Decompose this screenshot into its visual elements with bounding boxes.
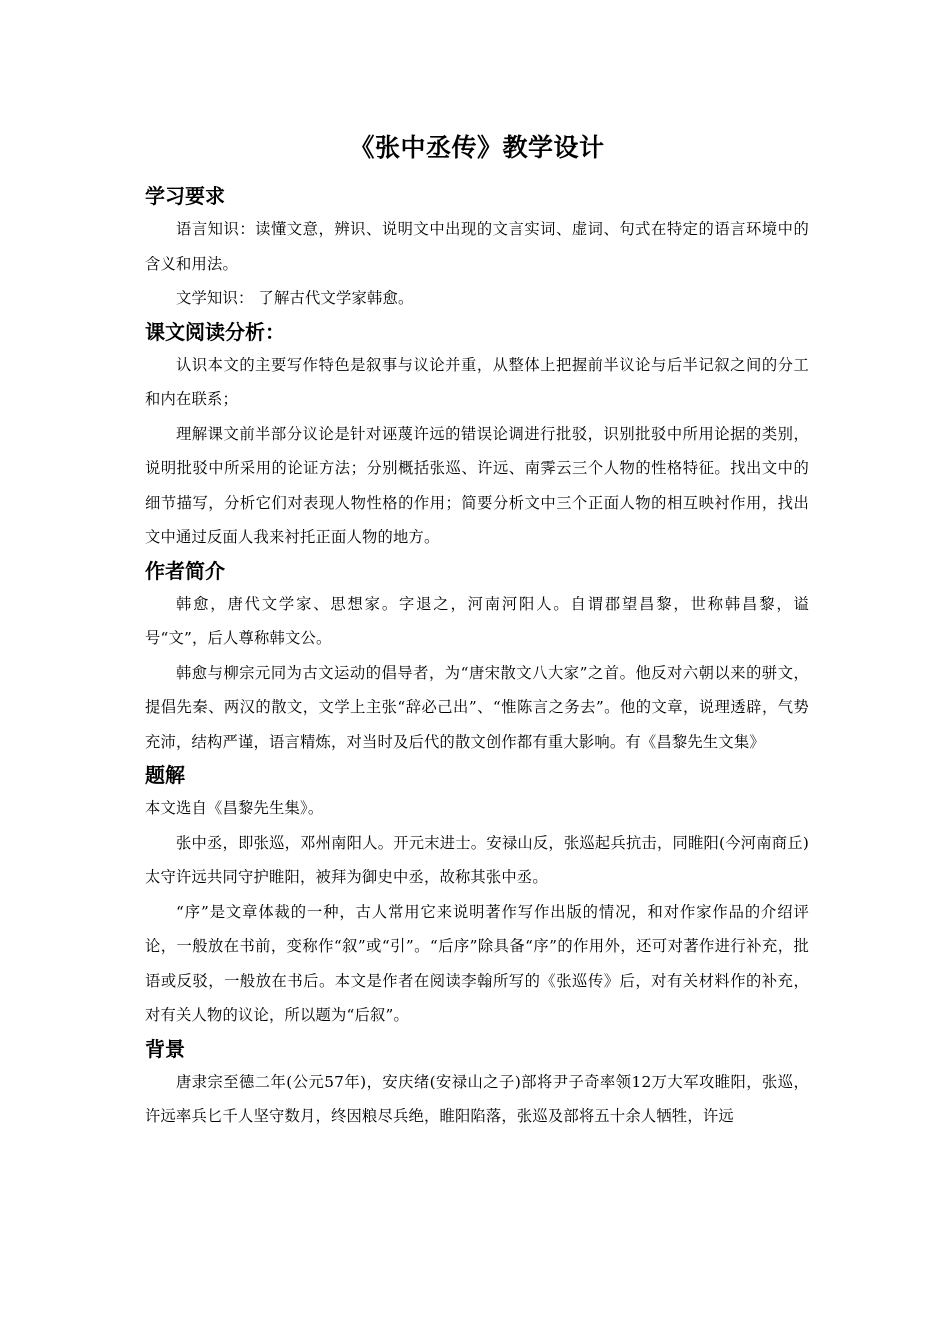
paragraph: 韩愈与柳宗元同为古文运动的倡导者，为“唐宋散文八大家”之首。他反对六朝以来的骈文，提倡先秦、两汉的散文，文学上主张“辞必己出”、“惟陈言之务去”。他的文章，说理透辟，气势充沛，结构严谨，语言精炼，对当时及后代的散文创作都有重大影响。有《昌黎先生文集》 [145,663,809,751]
section-text-analysis [145,316,809,555]
document-title: 《张中丞传》教学设计 [349,133,605,162]
paragraph: 张中丞，即张巡，邓州南阳人。开元末进士。安禄山反，张巡起兵抗击，同睢阳(今河南商丘)太守许远共同守护睢阳，被拜为御史中丞，故称其张中丞。 [145,833,809,886]
paragraph: 韩愈，唐代文学家、思想家。字退之，河南河阳人。自谓郡望昌黎，世称韩昌黎，谥号“文”，后人尊称韩文公。 [145,594,809,647]
paragraph: 语言知识：读懂文意，辨识、说明文中出现的文言实词、虚词、句式在特定的语言环境中的含义和用法。 [145,220,809,273]
section-heading: 背景 [145,1036,185,1061]
paragraph: 理解课文前半部分议论是针对诬蔑许远的错误论调进行批驳，识别批驳中所用论据的类别，说明批驳中所采用的论证方法；分别概括张巡、许远、南霁云三个人物的性格特征。找出文中的细节描写，分析它们对表现人物性格的作用；简要分析文中三个正面人物的相互映衬作用，找出文中通过反面人我来衬托正面人物的地方。 [145,424,809,546]
section-heading: 课文阅读分析： [145,319,285,344]
document-page [145,128,809,1134]
paragraph: “序”是文章体裁的一种，古人常用它来说明著作写作出版的情况，和对作家作品的介绍评论，一般放在书前，变称作“叙”或“引”。“后序”除具备“序”的作用外，还可对著作进行补充，批语或反驳，一般放在书后。本文是作者在阅读李翰所写的《张巡传》后，对有关材料作的补充，对有关人物的议论，所以题为“后叙”。 [145,902,809,1024]
paragraph: 本文选自《昌黎先生集》。 [145,799,324,817]
section-heading: 作者简介 [145,558,225,583]
paragraph: 认识本文的主要写作特色是叙事与议论并重，从整体上把握前半议论与后半记叙之间的分工和内在联系； [145,355,809,408]
section-author-intro [145,555,809,760]
paragraph: 文学知识： 了解古代文学家韩愈。 [176,289,414,307]
section-learning-requirements [145,180,809,316]
section-background [145,1033,809,1134]
section-title-explanation [145,759,809,1033]
paragraph: 唐隶宗至德二年(公元57年)，安庆绪(安禄山之子)部将尹子奇率领12万大军攻睢阳，张巡，许远率兵匕千人坚守数月，终因粮尽兵绝，睢阳陷落，张巡及部将五十余人牺牲，许远 [145,1072,809,1125]
section-heading: 题解 [145,763,185,787]
section-heading: 学习要求 [145,184,225,208]
